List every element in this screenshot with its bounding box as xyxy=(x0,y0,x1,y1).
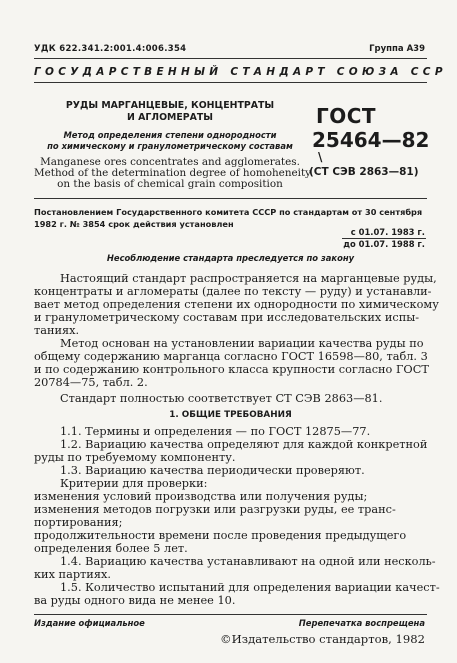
footer-rule xyxy=(34,614,427,615)
publisher-copyright: ©Издательство стандартов, 1982 xyxy=(220,632,425,646)
sev-mark-icon: \ xyxy=(318,150,323,164)
intro-line-7: общему содержанию марганца согласно ГОСТ 16598—80, табл. 3 xyxy=(34,350,428,363)
section1-line-13: 1.5. Количество испытаний для определения вариации качест- xyxy=(60,581,440,594)
section1-line-7: изменения методов погрузки или разгрузки руды, ее транс- xyxy=(34,503,396,516)
state-standard-title: ГОСУДАРСТВЕННЫЙ СТАНДАРТ СОЮЗА ССР xyxy=(34,66,447,78)
official-edition: Издание официальное xyxy=(34,618,145,628)
udk-code: УДК 622.341.2:001.4:006.354 xyxy=(34,44,187,54)
intro-line-5: таниях. xyxy=(34,324,80,337)
section1-line-10: определения более 5 лет. xyxy=(34,542,188,555)
title-en-line2: Method of the determination degree of homoheneity xyxy=(34,167,312,179)
section1-line-3: руды по требуемому компоненту. xyxy=(34,451,236,464)
valid-from: с 01.07. 1983 г. xyxy=(350,227,425,237)
section1-line-2: 1.2. Вариацию качества определяют для каждой конкретной xyxy=(60,438,428,451)
section1-line-4: 1.3. Вариацию качества периодически проверяют. xyxy=(60,464,365,477)
st-sev-number: (СТ СЭВ 2863—81) xyxy=(309,166,419,178)
group-code: Группа А39 xyxy=(369,44,425,54)
intro-line-9: 20784—75, табл. 2. xyxy=(34,376,148,389)
section1-line-11: 1.4. Вариацию качества устанавливают на одной или несколь- xyxy=(60,555,436,568)
intro-line-2: концентраты и агломераты (далее по тексту — руду) и устанавли- xyxy=(34,285,432,298)
decree-line2: 1982 г. № 3854 срок действия установлен xyxy=(34,219,234,229)
header-rule-bottom xyxy=(34,82,427,83)
law-notice: Несоблюдение стандарта преследуется по закону xyxy=(106,253,355,263)
header-rule-top xyxy=(34,58,427,59)
method-ru-line1: Метод определения степени однородности xyxy=(63,130,277,140)
section1-line-5: Критерии для проверки: xyxy=(60,477,208,490)
section1-line-14: ва руды одного вида не менее 10. xyxy=(34,594,236,607)
intro-line-4: и гранулометрическому составам при исследовательских испы- xyxy=(34,311,420,324)
title-ru-line1: РУДЫ МАРГАНЦЕВЫЕ, КОНЦЕНТРАТЫ xyxy=(65,100,275,111)
section1-line-9: продолжительности времени после проведения предыдущего xyxy=(34,529,407,542)
reprint-prohibited: Перепечатка воспрещена xyxy=(298,618,425,628)
decree-line1: Постановлением Государственного комитета СССР по стандартам от 30 сентября xyxy=(34,207,423,217)
intro-line-6: Метод основан на установлении вариации качества руды по xyxy=(60,337,424,350)
section1-line-8: портирования; xyxy=(34,516,123,529)
method-ru-line2: по химическому и гранулометрическому составам xyxy=(47,141,293,151)
gost-label: ГОСТ xyxy=(316,104,377,128)
title-rule xyxy=(34,198,427,199)
intro-line-8: и по содержанию контрольного класса крупности согласно ГОСТ xyxy=(34,363,429,376)
intro-line-1: Настоящий стандарт распространяется на марганцевые руды, xyxy=(60,272,437,285)
section1-heading: 1. ОБЩИЕ ТРЕБОВАНИЯ xyxy=(169,410,292,420)
valid-to: до 01.07. 1988 г. xyxy=(343,239,425,249)
intro-line-10: Стандарт полностью соответствует СТ СЭВ 2863—81. xyxy=(60,392,383,405)
section1-line-12: ких партиях. xyxy=(34,568,111,581)
section1-line-1: 1.1. Термины и определения — по ГОСТ 12875—77. xyxy=(60,425,371,438)
title-en-line1: Manganese ores concentrates and agglomerates. xyxy=(40,156,300,168)
intro-line-3: вает метод определения степени их однородности по химическому xyxy=(34,298,439,311)
gost-number: 25464—82 xyxy=(312,128,430,152)
title-en-line3: on the basis of chemical grain composition xyxy=(57,178,283,190)
title-ru-line2: И АГЛОМЕРАТЫ xyxy=(126,112,214,123)
section1-line-6: изменения условий производства или получения руды; xyxy=(34,490,368,503)
